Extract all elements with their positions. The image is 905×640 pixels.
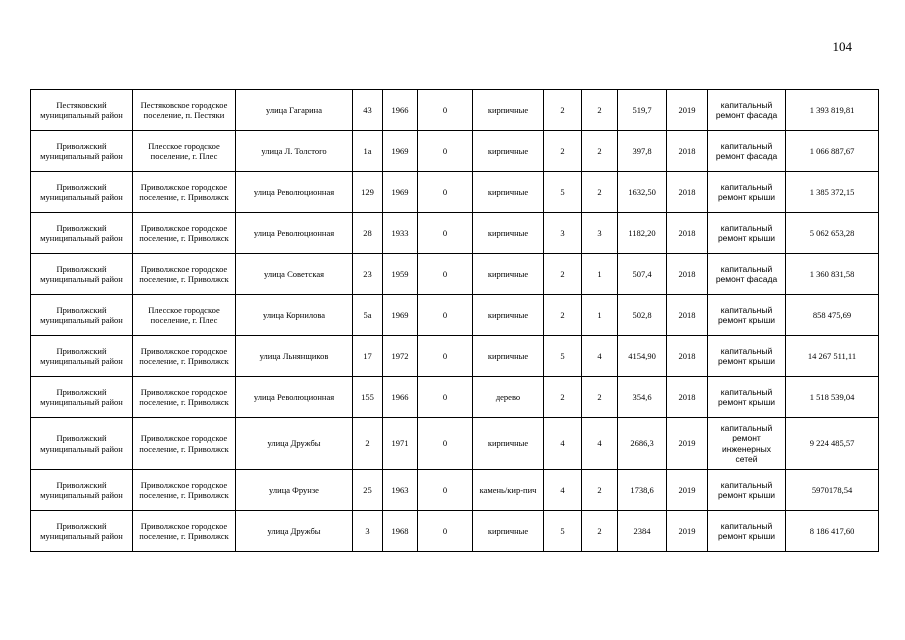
wall-material-cell: кирпичные — [473, 131, 544, 172]
work-type-cell: капитальный ремонт фасада — [708, 254, 786, 295]
build-year-cell: 1972 — [383, 336, 418, 377]
entrances-cell: 3 — [582, 213, 618, 254]
floors-cell: 2 — [544, 254, 582, 295]
work-type-cell: капитальный ремонт инженерных сетей — [708, 418, 786, 470]
floors-cell: 2 — [544, 90, 582, 131]
street-cell: улица Дружбы — [236, 418, 353, 470]
cost-cell: 1 066 887,67 — [786, 131, 879, 172]
street-cell: улица Дружбы — [236, 511, 353, 552]
entrances-cell: 2 — [582, 377, 618, 418]
work-type-cell: капитальный ремонт крыши — [708, 295, 786, 336]
table-row — [31, 172, 879, 213]
district-cell: Приволжский муниципальный район — [31, 172, 133, 213]
district-cell: Приволжский муниципальный район — [31, 254, 133, 295]
plan-year-cell: 2018 — [667, 131, 708, 172]
street-cell: улица Гагарина — [236, 90, 353, 131]
area-cell: 1182,20 — [618, 213, 667, 254]
zero-cell: 0 — [418, 90, 473, 131]
settlement-cell: Приволжское городское поселение, г. Приволжск — [133, 418, 236, 470]
house-number-cell: 23 — [353, 254, 383, 295]
work-type-cell: капитальный ремонт крыши — [708, 511, 786, 552]
build-year-cell: 1933 — [383, 213, 418, 254]
table-row — [31, 418, 879, 470]
house-number-cell: 25 — [353, 470, 383, 511]
table-row — [31, 295, 879, 336]
build-year-cell: 1959 — [383, 254, 418, 295]
area-cell: 4154,90 — [618, 336, 667, 377]
wall-material-cell: кирпичные — [473, 213, 544, 254]
street-cell: улица Революционная — [236, 213, 353, 254]
plan-year-cell: 2018 — [667, 295, 708, 336]
street-cell: улица Л. Толстого — [236, 131, 353, 172]
build-year-cell: 1969 — [383, 131, 418, 172]
plan-year-cell: 2019 — [667, 418, 708, 470]
entrances-cell: 2 — [582, 131, 618, 172]
entrances-cell: 2 — [582, 90, 618, 131]
zero-cell: 0 — [418, 213, 473, 254]
zero-cell: 0 — [418, 470, 473, 511]
entrances-cell: 4 — [582, 336, 618, 377]
district-cell: Приволжский муниципальный район — [31, 377, 133, 418]
wall-material-cell: кирпичные — [473, 511, 544, 552]
settlement-cell: Плесское городское поселение, г. Плес — [133, 131, 236, 172]
cost-cell: 9 224 485,57 — [786, 418, 879, 470]
area-cell: 519,7 — [618, 90, 667, 131]
settlement-cell: Пестяковское городское поселение, п. Пестяки — [133, 90, 236, 131]
entrances-cell: 2 — [582, 511, 618, 552]
floors-cell: 4 — [544, 418, 582, 470]
district-cell: Приволжский муниципальный район — [31, 295, 133, 336]
house-number-cell: 43 — [353, 90, 383, 131]
wall-material-cell: дерево — [473, 377, 544, 418]
table-row — [31, 254, 879, 295]
table-row — [31, 336, 879, 377]
build-year-cell: 1966 — [383, 377, 418, 418]
table-row — [31, 470, 879, 511]
table-row — [31, 90, 879, 131]
settlement-cell: Плесское городское поселение, г. Плес — [133, 295, 236, 336]
zero-cell: 0 — [418, 511, 473, 552]
cost-cell: 1 518 539,04 — [786, 377, 879, 418]
zero-cell: 0 — [418, 418, 473, 470]
area-cell: 1738,6 — [618, 470, 667, 511]
area-cell: 354,6 — [618, 377, 667, 418]
house-number-cell: 17 — [353, 336, 383, 377]
district-cell: Приволжский муниципальный район — [31, 336, 133, 377]
build-year-cell: 1969 — [383, 295, 418, 336]
street-cell: улица Корнилова — [236, 295, 353, 336]
district-cell: Приволжский муниципальный район — [31, 418, 133, 470]
floors-cell: 2 — [544, 295, 582, 336]
street-cell: улица Революционная — [236, 377, 353, 418]
cost-cell: 5970178,54 — [786, 470, 879, 511]
area-cell: 502,8 — [618, 295, 667, 336]
plan-year-cell: 2018 — [667, 172, 708, 213]
build-year-cell: 1968 — [383, 511, 418, 552]
plan-year-cell: 2018 — [667, 213, 708, 254]
settlement-cell: Приволжское городское поселение, г. Приволжск — [133, 213, 236, 254]
house-number-cell: 1а — [353, 131, 383, 172]
street-cell: улица Льнянщиков — [236, 336, 353, 377]
wall-material-cell: кирпичные — [473, 254, 544, 295]
plan-year-cell: 2019 — [667, 511, 708, 552]
work-type-cell: капитальный ремонт крыши — [708, 213, 786, 254]
settlement-cell: Приволжское городское поселение, г. Приволжск — [133, 470, 236, 511]
district-cell: Приволжский муниципальный район — [31, 131, 133, 172]
settlement-cell: Приволжское городское поселение, г. Приволжск — [133, 377, 236, 418]
house-number-cell: 2 — [353, 418, 383, 470]
settlement-cell: Приволжское городское поселение, г. Приволжск — [133, 336, 236, 377]
house-number-cell: 3 — [353, 511, 383, 552]
area-cell: 2686,3 — [618, 418, 667, 470]
wall-material-cell: камень/кир-пич — [473, 470, 544, 511]
cost-cell: 1 360 831,58 — [786, 254, 879, 295]
street-cell: улица Советская — [236, 254, 353, 295]
area-cell: 2384 — [618, 511, 667, 552]
buildings-table — [30, 89, 879, 552]
settlement-cell: Приволжское городское поселение, г. Приволжск — [133, 511, 236, 552]
house-number-cell: 5а — [353, 295, 383, 336]
wall-material-cell: кирпичные — [473, 90, 544, 131]
street-cell: улица Фрунзе — [236, 470, 353, 511]
zero-cell: 0 — [418, 131, 473, 172]
cost-cell: 14 267 511,11 — [786, 336, 879, 377]
wall-material-cell: кирпичные — [473, 336, 544, 377]
zero-cell: 0 — [418, 254, 473, 295]
cost-cell: 5 062 653,28 — [786, 213, 879, 254]
zero-cell: 0 — [418, 377, 473, 418]
floors-cell: 5 — [544, 511, 582, 552]
entrances-cell: 1 — [582, 295, 618, 336]
entrances-cell: 4 — [582, 418, 618, 470]
work-type-cell: капитальный ремонт фасада — [708, 131, 786, 172]
work-type-cell: капитальный ремонт крыши — [708, 470, 786, 511]
wall-material-cell: кирпичные — [473, 172, 544, 213]
cost-cell: 858 475,69 — [786, 295, 879, 336]
table-row — [31, 511, 879, 552]
area-cell: 507,4 — [618, 254, 667, 295]
build-year-cell: 1966 — [383, 90, 418, 131]
floors-cell: 5 — [544, 336, 582, 377]
area-cell: 1632,50 — [618, 172, 667, 213]
settlement-cell: Приволжское городское поселение, г. Приволжск — [133, 254, 236, 295]
build-year-cell: 1971 — [383, 418, 418, 470]
cost-cell: 1 385 372,15 — [786, 172, 879, 213]
cost-cell: 1 393 819,81 — [786, 90, 879, 131]
build-year-cell: 1969 — [383, 172, 418, 213]
wall-material-cell: кирпичные — [473, 295, 544, 336]
work-type-cell: капитальный ремонт крыши — [708, 336, 786, 377]
floors-cell: 2 — [544, 377, 582, 418]
house-number-cell: 155 — [353, 377, 383, 418]
floors-cell: 3 — [544, 213, 582, 254]
work-type-cell: капитальный ремонт крыши — [708, 377, 786, 418]
cost-cell: 8 186 417,60 — [786, 511, 879, 552]
plan-year-cell: 2019 — [667, 90, 708, 131]
table-row — [31, 131, 879, 172]
entrances-cell: 1 — [582, 254, 618, 295]
district-cell: Приволжский муниципальный район — [31, 511, 133, 552]
floors-cell: 4 — [544, 470, 582, 511]
house-number-cell: 129 — [353, 172, 383, 213]
entrances-cell: 2 — [582, 470, 618, 511]
zero-cell: 0 — [418, 336, 473, 377]
page-number: 104 — [832, 39, 852, 54]
table-row — [31, 377, 879, 418]
street-cell: улица Революционная — [236, 172, 353, 213]
district-cell: Приволжский муниципальный район — [31, 213, 133, 254]
wall-material-cell: кирпичные — [473, 418, 544, 470]
entrances-cell: 2 — [582, 172, 618, 213]
work-type-cell: капитальный ремонт фасада — [708, 90, 786, 131]
zero-cell: 0 — [418, 295, 473, 336]
area-cell: 397,8 — [618, 131, 667, 172]
district-cell: Приволжский муниципальный район — [31, 470, 133, 511]
settlement-cell: Приволжское городское поселение, г. Приволжск — [133, 172, 236, 213]
plan-year-cell: 2018 — [667, 254, 708, 295]
table-row — [31, 213, 879, 254]
floors-cell: 5 — [544, 172, 582, 213]
plan-year-cell: 2019 — [667, 470, 708, 511]
work-type-cell: капитальный ремонт крыши — [708, 172, 786, 213]
zero-cell: 0 — [418, 172, 473, 213]
table-body — [31, 90, 879, 552]
house-number-cell: 28 — [353, 213, 383, 254]
floors-cell: 2 — [544, 131, 582, 172]
plan-year-cell: 2018 — [667, 336, 708, 377]
build-year-cell: 1963 — [383, 470, 418, 511]
district-cell: Пестяковский муниципальный район — [31, 90, 133, 131]
plan-year-cell: 2018 — [667, 377, 708, 418]
